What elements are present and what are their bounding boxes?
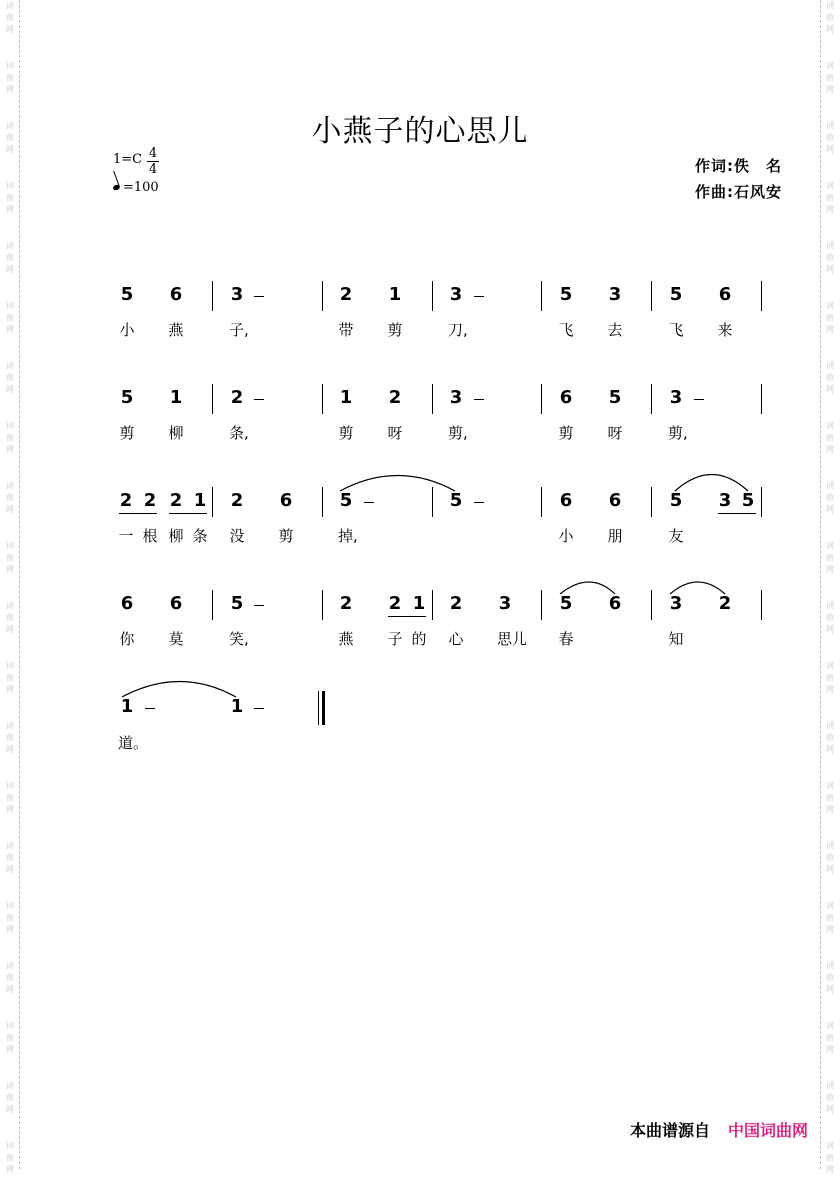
lyric: 剪 bbox=[387, 321, 403, 339]
tie-arc bbox=[675, 475, 748, 492]
note: 2 bbox=[169, 490, 183, 511]
watermark-mark: 词 曲 网 bbox=[826, 841, 834, 874]
watermark-mark: 词 曲 网 bbox=[826, 1081, 834, 1114]
watermark-mark: 词 曲 网 bbox=[826, 1021, 834, 1054]
note: 2 bbox=[339, 284, 353, 305]
note: 2 bbox=[339, 593, 353, 614]
lyric: 的 bbox=[411, 630, 427, 648]
song-title: 小燕子的心思儿 bbox=[311, 114, 529, 149]
note: 2 bbox=[230, 387, 244, 408]
note: 5 bbox=[339, 490, 353, 511]
watermark-mark: 词 曲 网 bbox=[6, 901, 14, 934]
lyric: 根 bbox=[142, 527, 158, 545]
watermark-mark: 词 曲 网 bbox=[826, 421, 834, 454]
footer-source bbox=[630, 1118, 808, 1141]
watermark-mark: 词 曲 网 bbox=[6, 1021, 14, 1054]
lyric: 一 bbox=[118, 527, 134, 545]
tie-arc bbox=[560, 582, 615, 594]
lyric: 莫 bbox=[168, 630, 184, 648]
note: 6 bbox=[169, 593, 183, 614]
note: 6 bbox=[559, 387, 573, 408]
note: 2 bbox=[119, 490, 133, 511]
watermark-mark: 词 曲 网 bbox=[826, 601, 834, 634]
key-signature: 1=C bbox=[113, 152, 143, 167]
watermark-mark: 词 曲 网 bbox=[6, 121, 14, 154]
note: 2 bbox=[388, 387, 402, 408]
lyric: 掉, bbox=[338, 527, 358, 545]
watermark-mark: 词 曲 网 bbox=[826, 301, 834, 334]
lyric: 呀 bbox=[387, 424, 403, 442]
watermark-mark: 词 曲 网 bbox=[826, 961, 834, 994]
watermark-mark: 词 曲 网 bbox=[6, 421, 14, 454]
watermark-mark: 词 曲 网 bbox=[6, 961, 14, 994]
watermark-mark: 词 曲 网 bbox=[6, 361, 14, 394]
lyric: 笑, bbox=[229, 630, 249, 648]
lyric: 剪 bbox=[119, 424, 135, 442]
lyric: 飞 bbox=[668, 321, 684, 339]
note: 5 bbox=[449, 490, 463, 511]
watermark-mark: 词 曲 网 bbox=[6, 1, 14, 34]
watermark-mark: 词 曲 网 bbox=[826, 541, 834, 574]
lyric: 剪 bbox=[558, 424, 574, 442]
note: 6 bbox=[718, 284, 732, 305]
watermark-mark: 词 曲 网 bbox=[6, 541, 14, 574]
time-signature-top: 4 bbox=[148, 146, 158, 161]
lyric: 条 bbox=[192, 527, 208, 545]
note: 1 bbox=[388, 284, 402, 305]
watermark-mark: 词 曲 网 bbox=[6, 241, 14, 274]
lyric: 思儿 bbox=[496, 630, 528, 648]
watermark-mark: 词 曲 网 bbox=[6, 181, 14, 214]
lyric: 条, bbox=[229, 424, 249, 442]
watermark-mark: 词 曲 网 bbox=[6, 301, 14, 334]
note: 5 bbox=[669, 490, 683, 511]
watermark-mark: 词 曲 网 bbox=[6, 601, 14, 634]
note: 5 bbox=[559, 284, 573, 305]
lyric: 刀, bbox=[448, 321, 468, 339]
note: 1 bbox=[193, 490, 207, 511]
note: 1 bbox=[169, 387, 183, 408]
note: 5 bbox=[120, 387, 134, 408]
lyric: 去 bbox=[607, 321, 623, 339]
lyric: 剪 bbox=[278, 527, 294, 545]
watermark-mark: 词 曲 网 bbox=[826, 181, 834, 214]
lyric: 小 bbox=[558, 527, 574, 545]
note: 1 bbox=[230, 696, 244, 717]
lyric: 子 bbox=[387, 630, 403, 648]
lyric: 春 bbox=[558, 630, 574, 648]
note: 2 bbox=[143, 490, 157, 511]
watermark-mark: 词 曲 网 bbox=[826, 661, 834, 694]
site-name-link[interactable]: 中国词曲网 bbox=[727, 1121, 808, 1140]
tie-arc bbox=[122, 682, 236, 698]
watermark-mark: 词 曲 网 bbox=[826, 121, 834, 154]
watermark-mark: 词 曲 网 bbox=[826, 721, 834, 754]
watermark-mark: 词 曲 网 bbox=[826, 901, 834, 934]
note: 3 bbox=[669, 387, 683, 408]
lyric: 友 bbox=[668, 527, 684, 545]
lyric: 心 bbox=[448, 630, 464, 648]
note: 3 bbox=[718, 490, 732, 511]
watermark-mark: 词 曲 网 bbox=[826, 481, 834, 514]
watermark-mark: 词 曲 网 bbox=[6, 721, 14, 754]
note: 5 bbox=[559, 593, 573, 614]
composer-credit: 作曲:石风安 bbox=[695, 183, 782, 201]
watermark-mark: 词 曲 网 bbox=[6, 61, 14, 94]
note: 3 bbox=[230, 284, 244, 305]
watermark-mark: 词 曲 网 bbox=[6, 841, 14, 874]
note: 1 bbox=[120, 696, 134, 717]
note: 2 bbox=[230, 490, 244, 511]
note: 6 bbox=[608, 490, 622, 511]
note: 6 bbox=[608, 593, 622, 614]
watermark-mark: 词 曲 网 bbox=[6, 1081, 14, 1114]
note: 1 bbox=[412, 593, 426, 614]
lyric: 燕 bbox=[338, 630, 354, 648]
note: 6 bbox=[279, 490, 293, 511]
lyric: 小 bbox=[119, 321, 135, 339]
tie-arc bbox=[670, 582, 725, 594]
note: 1 bbox=[339, 387, 353, 408]
note: 6 bbox=[120, 593, 134, 614]
note: 3 bbox=[449, 284, 463, 305]
lyricist-credit: 作词:佚 名 bbox=[695, 157, 782, 175]
watermark-mark: 词 曲 网 bbox=[826, 361, 834, 394]
note: 3 bbox=[669, 593, 683, 614]
lyric: 道。 bbox=[118, 734, 149, 752]
note: 5 bbox=[741, 490, 755, 511]
note: 6 bbox=[559, 490, 573, 511]
lyric: 飞 bbox=[558, 321, 574, 339]
watermark-mark: 词 曲 网 bbox=[6, 781, 14, 814]
source-label: 本曲谱源自 bbox=[629, 1121, 710, 1140]
watermark-mark: 词 曲 网 bbox=[826, 61, 834, 94]
watermark-mark: 词 曲 网 bbox=[826, 1, 834, 34]
note: 3 bbox=[498, 593, 512, 614]
note: 5 bbox=[608, 387, 622, 408]
watermark-mark: 词 曲 网 bbox=[826, 1141, 834, 1174]
lyric: 来 bbox=[717, 321, 733, 339]
lyric: 剪, bbox=[448, 424, 468, 442]
lyric: 剪, bbox=[668, 424, 688, 442]
lyric: 朋 bbox=[607, 527, 623, 545]
watermark-mark: 词 曲 网 bbox=[6, 661, 14, 694]
lyric: 柳 bbox=[168, 424, 184, 442]
note: 2 bbox=[718, 593, 732, 614]
lyric: 呀 bbox=[607, 424, 623, 442]
lyric: 知 bbox=[668, 630, 684, 648]
lyric: 你 bbox=[119, 630, 135, 648]
watermark-mark: 词 曲 网 bbox=[826, 241, 834, 274]
note: 5 bbox=[120, 284, 134, 305]
lyric: 燕 bbox=[168, 321, 184, 339]
note: 2 bbox=[449, 593, 463, 614]
lyric: 子, bbox=[229, 321, 249, 339]
lyric: 没 bbox=[229, 527, 245, 545]
note: 5 bbox=[230, 593, 244, 614]
note: 6 bbox=[169, 284, 183, 305]
note: 5 bbox=[669, 284, 683, 305]
note: 2 bbox=[388, 593, 402, 614]
note: 3 bbox=[608, 284, 622, 305]
tempo-value: =100 bbox=[123, 180, 159, 195]
note: 3 bbox=[449, 387, 463, 408]
tie-arc bbox=[340, 476, 455, 492]
watermark-mark: 词 曲 网 bbox=[6, 481, 14, 514]
lyric: 剪 bbox=[338, 424, 354, 442]
watermark-mark: 词 曲 网 bbox=[6, 1141, 14, 1174]
lyric: 带 bbox=[338, 321, 354, 339]
lyric: 柳 bbox=[168, 527, 184, 545]
time-signature-bottom: 4 bbox=[148, 162, 158, 177]
watermark-mark: 词 曲 网 bbox=[826, 781, 834, 814]
